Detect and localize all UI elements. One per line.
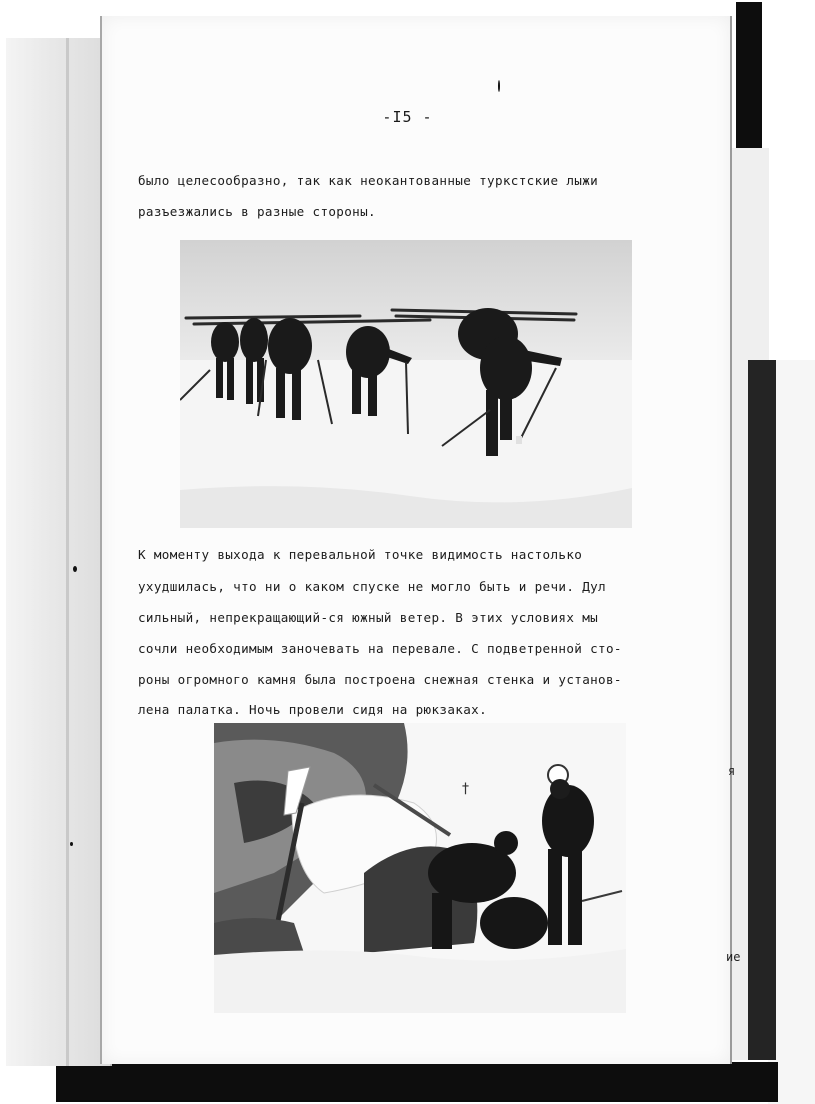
cross-mark: †: [462, 781, 469, 797]
scan-speck: [498, 80, 500, 92]
text-line: было целесообразно, так как неокантованные туркстские лыжи: [138, 173, 599, 188]
photo-skiers-carrying-skis: [180, 240, 632, 528]
scan-speck: [70, 842, 73, 846]
text-line: сильный, непрекращающий-ся южный ветер. В этих условиях мы: [138, 610, 599, 625]
page-number: -I5 -: [382, 108, 433, 126]
margin-fragment-2: ие: [726, 950, 741, 964]
text-line: ухудшилась, что ни о каком спуске не могло быть и речи. Дул: [138, 579, 606, 594]
text-line: лена палатка. Ночь провели сидя на рюкзаках.: [138, 702, 488, 717]
text-line: разъезжались в разные стороны.: [138, 204, 376, 219]
photo-tent-behind-rock: [214, 723, 626, 1013]
scan-speck: [73, 566, 77, 572]
binding-edge-bottom: [56, 1062, 778, 1102]
underlying-sheet-dark: [748, 360, 776, 1060]
album-left-page: [6, 38, 112, 1066]
text-line: К моменту выхода к перевальной точке видимость настолько: [138, 547, 583, 562]
text-line: сочли необходимым заночевать на перевале. С подветренной сто-: [138, 641, 622, 656]
text-line: роны огромного камня была построена снежная стенка и установ-: [138, 672, 622, 687]
binding-edge-right: [736, 2, 762, 152]
margin-fragment-1: я: [728, 764, 736, 778]
